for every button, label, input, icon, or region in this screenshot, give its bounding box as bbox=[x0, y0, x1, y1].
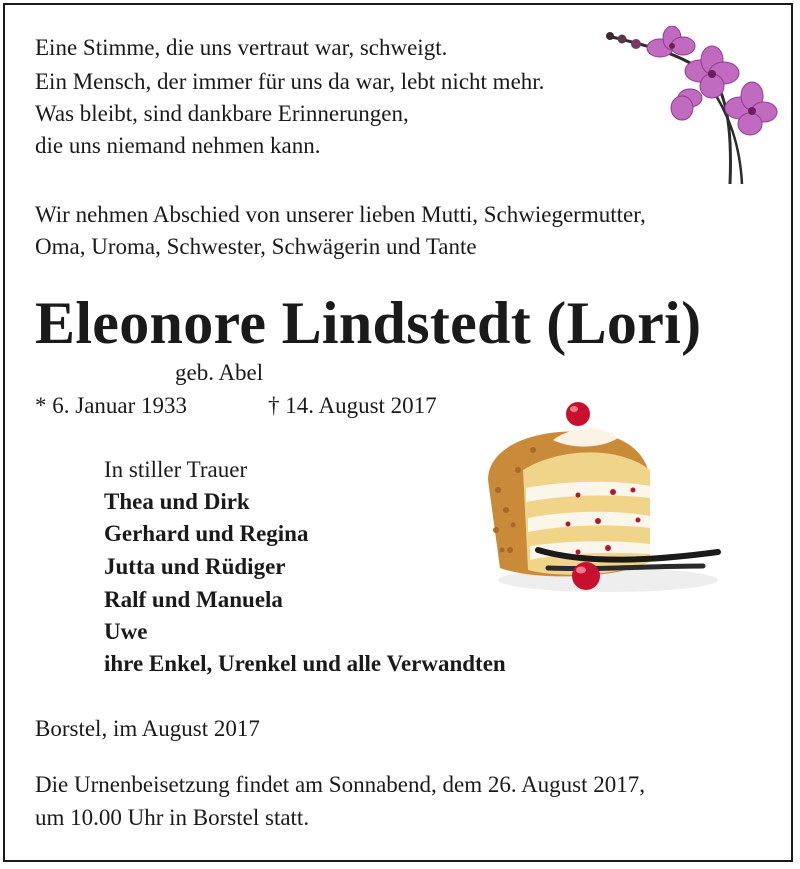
mourner-1: Thea und Dirk bbox=[104, 489, 250, 514]
mourner-4: Ralf und Manuela bbox=[104, 587, 283, 612]
poem-line-4: die uns niemand nehmen kann. bbox=[35, 133, 321, 158]
poem-line-1: Eine Stimme, die uns vertraut war, schweigt. bbox=[35, 35, 448, 60]
mourner-5: Uwe bbox=[104, 619, 148, 644]
intro-line-2: Oma, Uroma, Schwester, Schwägerin und Tante bbox=[35, 234, 477, 259]
birth-date: * 6. Januar 1933 bbox=[35, 393, 188, 418]
deceased-name: Eleonore Lindstedt (Lori) bbox=[35, 290, 702, 356]
mourner-3: Jutta und Rüdiger bbox=[104, 554, 286, 579]
funeral-note-line-2: um 10.00 Uhr in Borstel statt. bbox=[35, 805, 310, 830]
poem-line-3: Was bleibt, sind dankbare Erinnerungen, bbox=[35, 101, 409, 126]
intro-line-1: Wir nehmen Abschied von unserer lieben Mutti, Schwiegermutter, bbox=[35, 202, 646, 227]
funeral-note-line-1: Die Urnenbeisetzung findet am Sonnabend, dem 26. August 2017, bbox=[35, 772, 646, 797]
maiden-name: geb. Abel bbox=[175, 360, 264, 385]
orchid-icon bbox=[600, 26, 780, 186]
death-date: † 14. August 2017 bbox=[268, 393, 437, 418]
poem-line-2: Ein Mensch, der immer für uns da war, lebt nicht mehr. bbox=[35, 69, 545, 94]
mourner-6: ihre Enkel, Urenkel und alle Verwandten bbox=[104, 651, 506, 676]
mourner-2: Gerhard und Regina bbox=[104, 521, 309, 546]
cake-icon bbox=[478, 400, 728, 600]
mourners-heading: In stiller Trauer bbox=[104, 457, 248, 482]
place-date: Borstel, im August 2017 bbox=[35, 716, 260, 741]
